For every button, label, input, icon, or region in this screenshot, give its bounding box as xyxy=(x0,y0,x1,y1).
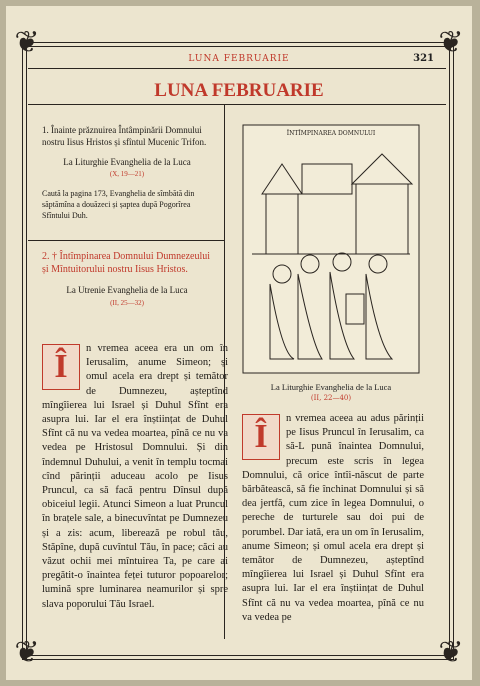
liturgy-gospel xyxy=(242,412,424,625)
day1-section xyxy=(42,124,212,221)
dropcap-letter: Î xyxy=(242,414,280,460)
liturgy-heading: La Liturghie Evanghelia de la Luca xyxy=(270,382,392,392)
matins-gospel-text: n vremea aceea era un om în Ierusalim, anume Simeon; și omul acela era drept și temător de Dumnezeu, așteptînd mîngîierea lui Israel și Duhul Sfînt era asupra lui. Iar el era înștiințat de Duhul Sfînt că nu va vedea moartea, pînă ce nu va vedea pe Hristosul Domnului. Și din îndemnul Duhului, a venit în templu tocmai cînd părinții aduceau acolo pe Iisus Pruncul, ca să facă pentru Dînsul după obiceiul legii. Atunci Simeon a luat Pruncul în brațele sale, a binecuvîntat pe Dumnezeu și a zis: acum, liberează pe robul tău, Stăpîne, după cuvîntul Tău, în pace; căci au văzut ochii mei mîntuirea Ta, pe care ai pregătit-o înaintea feței tuturor popoarelor; lumină spre luminarea neamurilor și spre slava poporului Tău Israel. xyxy=(42,343,228,610)
matins-heading: La Utrenie Evanghelia de la Luca xyxy=(66,285,188,295)
day1-note: Caută la pagina 173, Evanghelia de sîmbătă din săptămîna a douăzeci și șaptea după Pogorîrea Sfîntului Duh. xyxy=(42,189,195,220)
day1-text: 1. Înainte prăznuirea Întâmpinării Domnului nostru Iisus Hristos și sfîntul Mucenic Trifon. xyxy=(42,125,207,147)
dropcap-letter: Î xyxy=(42,344,80,390)
matins-reference: (II, 25—32) xyxy=(110,299,144,307)
icon-drawing xyxy=(242,124,420,374)
section-rule xyxy=(28,240,224,241)
day1-liturgy-heading: La Liturghie Evanghelia de la Luca xyxy=(63,157,191,167)
book-page xyxy=(6,6,472,680)
corner-ornament-icon: ❦ xyxy=(438,635,464,670)
liturgy-reference: (II, 22—40) xyxy=(310,394,352,402)
corner-ornament-icon: ❦ xyxy=(14,635,40,670)
corner-ornament-icon: ❦ xyxy=(438,25,464,60)
title-rule xyxy=(28,104,446,105)
liturgy-gospel-text: n vremea aceea au adus părinții pe Iisus Pruncul în Ierusalim, ca să-L pună înaintea Domnului, precum este scris în legea Domnului, că orice întîi-născut de parte bărbătească, să fie închinat Domnului și să dea jertfă, cum zice în legea Domnului, o pereche de turturele sau doi pui de porumbel. Dar iată, era un om în Ierusalim, anume Simeon; și omul acela era drept și temător de Dumnezeu, așteptînd mîngîierea lui Israel și Duhul Sfînt era asupra lui. Iar el era înștiințat de Duhul Sfînt că nu va vedea moartea, pînă ce nu va vedea pe xyxy=(242,413,424,623)
icon-inscription: ÎNTÎMPINAREA DOMNULUI xyxy=(286,130,376,137)
day2-text: 2. † Întîmpinarea Domnului Dumnezeului și Mîntuitorului nostru Iisus Hristos. xyxy=(42,251,211,275)
day1-reference: (X, 19—21) xyxy=(109,170,145,178)
corner-ornament-icon: ❦ xyxy=(14,25,40,60)
day2-feast-title xyxy=(42,250,212,310)
page-title: LUNA FEBRUARIE xyxy=(154,80,324,101)
page-number: 321 xyxy=(413,53,434,64)
matins-gospel xyxy=(42,342,228,612)
running-title: LUNA FEBRUARIE xyxy=(188,54,290,64)
header-rule xyxy=(28,68,446,69)
presentation-icon-illustration xyxy=(242,124,420,374)
